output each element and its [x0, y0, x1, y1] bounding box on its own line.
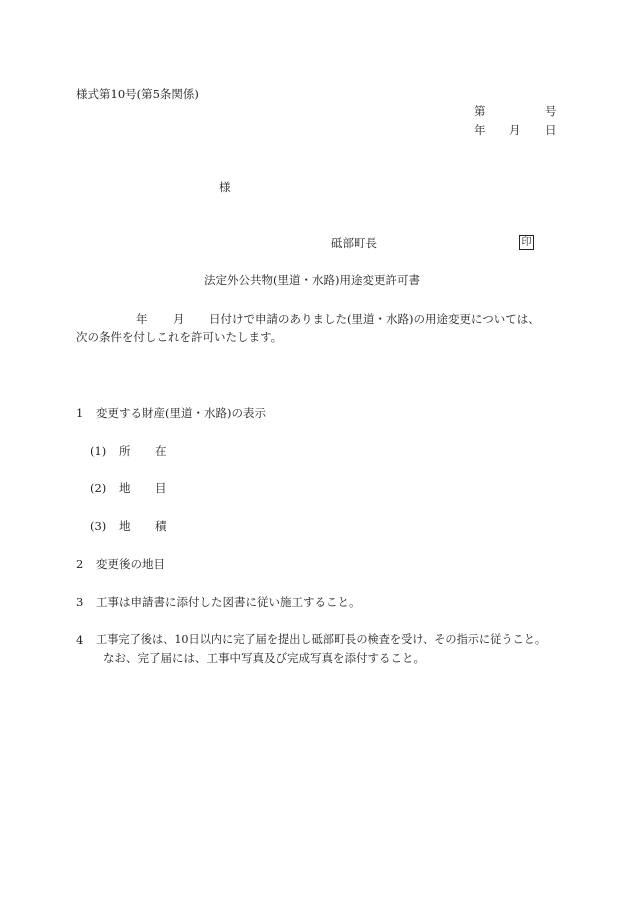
body-line2: 次の条件を付しこれを許可いたします。: [76, 330, 283, 344]
sub3-number: (3): [90, 519, 107, 533]
doc-number-go: 号: [545, 104, 557, 118]
item1-number: 1: [76, 406, 84, 420]
document-title: 法定外公共物(里道・水路)用途変更許可書: [204, 273, 420, 287]
item3-number: 3: [76, 595, 84, 609]
sub2-label2: 目: [155, 481, 167, 495]
body-line1: 日付けで申請のありました(里道・水路)の用途変更については、: [209, 312, 540, 326]
sub2-number: (2): [90, 481, 107, 495]
date-year: 年: [474, 123, 486, 137]
issuer-name: 砥部町長: [331, 236, 377, 250]
sub1-label2: 在: [155, 444, 167, 458]
item4-note: なお、完了届には、工事中写真及び完成写真を添付すること。: [103, 651, 425, 665]
seal-mark: 印: [519, 235, 534, 250]
body-month: 月: [173, 312, 185, 326]
sub1-label: 所: [119, 444, 131, 458]
date-day: 日: [545, 123, 557, 137]
item2-text: 変更後の地目: [96, 557, 165, 571]
addressee-suffix: 様: [219, 180, 231, 194]
form-label: 様式第10号(第5条関係): [76, 87, 199, 101]
sub1-number: (1): [90, 444, 107, 458]
item1-text: 変更する財産(里道・水路)の表示: [96, 406, 266, 420]
sub2-label: 地: [119, 481, 131, 495]
sub3-label: 地: [119, 519, 131, 533]
item4-text: 工事完了後は、10日以内に完了届を提出し砥部町長の検査を受け、その指示に従うこと。: [96, 633, 547, 646]
item3-text: 工事は申請書に添付した図書に従い施工すること。: [96, 595, 361, 609]
doc-number-dai: 第: [474, 104, 486, 118]
sub3-label2: 積: [155, 519, 167, 533]
item2-number: 2: [76, 557, 84, 571]
body-year: 年: [136, 312, 148, 326]
date-month: 月: [509, 123, 521, 137]
item4-number: 4: [76, 633, 84, 647]
